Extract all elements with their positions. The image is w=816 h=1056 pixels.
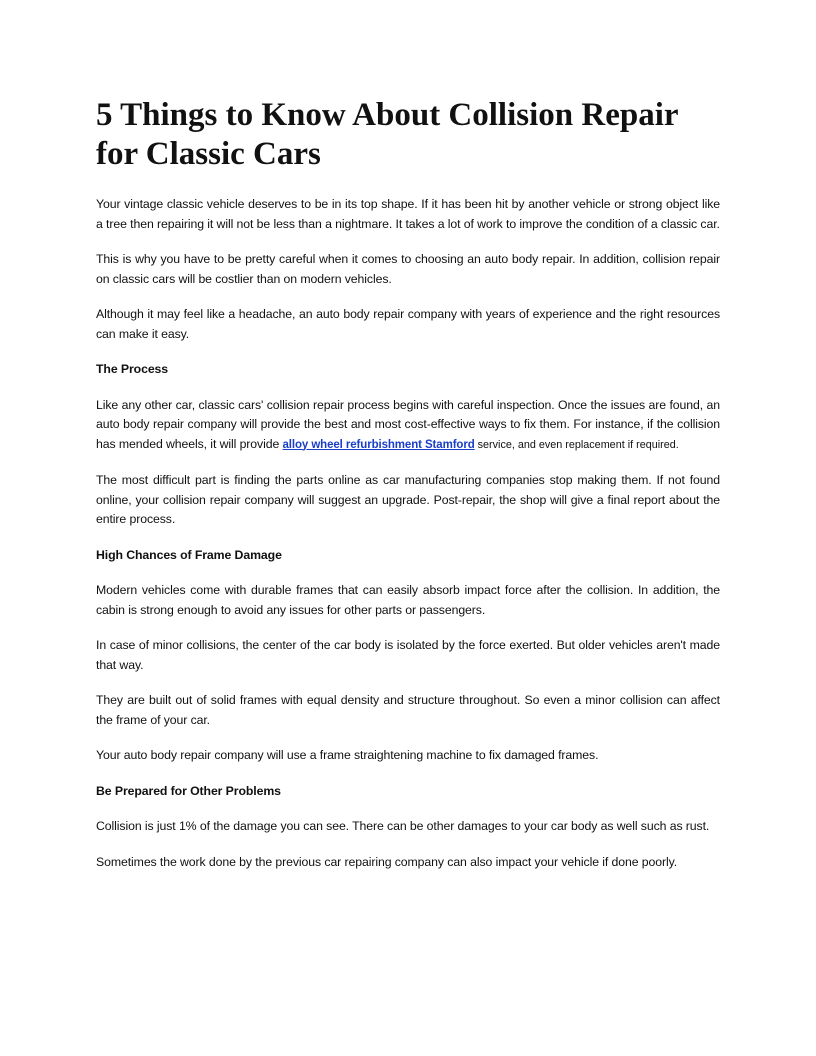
article-title: 5 Things to Know About Collision Repair for Classic Cars [96,97,678,172]
frame-paragraph-2: In case of minor collisions, the center of the car body is isolated by the force exerted. But older vehicles aren't made that way. [96,638,720,672]
process-paragraph-1-text-before: Like any other car, classic cars' collision repair process begins with careful inspection. Once the issues are found, an auto body repair company will provide the best and most cost-effective ways to fix them. For instance, if the collision has mended wheels, it will provide [96,397,720,451]
section-heading-frame-damage: High Chances of Frame Damage [96,547,282,562]
document-page [96,96,720,888]
process-paragraph-2: The most difficult part is finding the parts online as car manufacturing companies stop making them. If not found online, your collision repair company will suggest an upgrade. Post-repair, the shop will give a final report about the entire process. [96,473,720,526]
frame-paragraph-1: Modern vehicles come with durable frames that can easily absorb impact force after the collision. In addition, the cabin is strong enough to avoid any issues for other parts or passengers. [96,583,720,617]
frame-paragraph-4: Your auto body repair company will use a frame straightening machine to fix damaged frames. [96,748,599,762]
other-paragraph-2: Sometimes the work done by the previous car repairing company can also impact your vehicle if done poorly. [96,854,678,869]
alloy-wheel-refurbishment-link[interactable]: alloy wheel refurbishment Stamford [282,438,475,451]
frame-paragraph-3: They are built out of solid frames with equal density and structure throughout. So even a minor collision can affect the frame of your car. [96,693,720,727]
section-heading-process: The Process [96,362,169,376]
other-paragraph-1: Collision is just 1% of the damage you can see. There can be other damages to your car body as well such as rust. [96,819,710,833]
intro-paragraph-1: Your vintage classic vehicle deserves to be in its top shape. If it has been hit by another vehicle or strong object like a tree then repairing it will not be less than a nightmare. It takes a lot of work to improve the condition of a classic car. [96,197,720,231]
intro-paragraph-2: This is why you have to be pretty careful when it comes to choosing an auto body repair. In addition, collision repair on classic cars will be costlier than on modern vehicles. [96,252,720,286]
process-paragraph-1-text-after: service, and even replacement if required. [474,438,679,451]
section-heading-other-problems: Be Prepared for Other Problems [96,783,281,798]
process-paragraph-1 [96,396,720,456]
intro-paragraph-3: Although it may feel like a headache, an auto body repair company with years of experience and the right resources can make it easy. [96,307,720,341]
